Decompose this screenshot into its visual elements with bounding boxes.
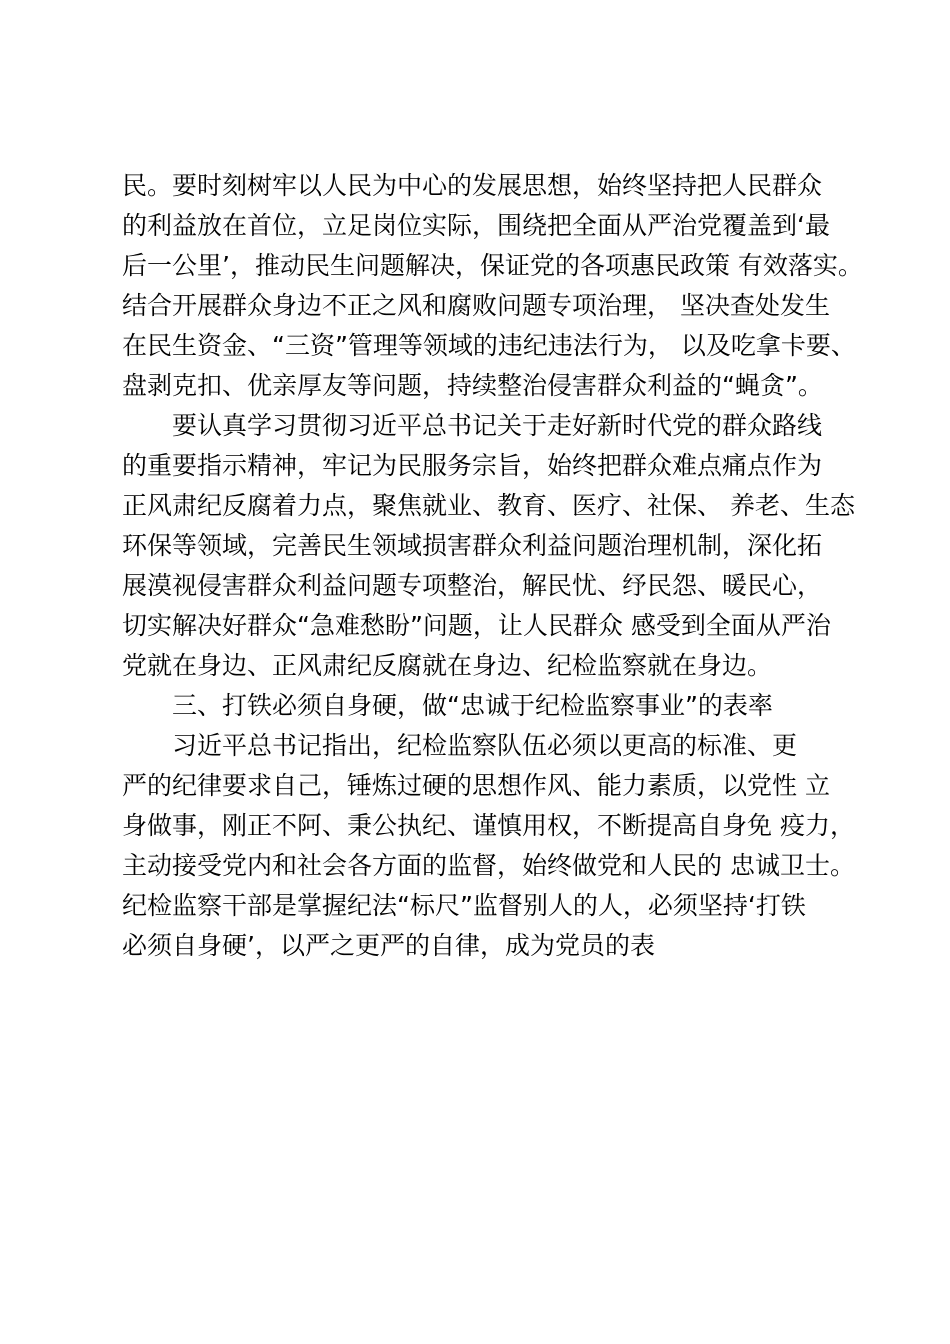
text-line: 习近平总书记指出，纪检监察队伍必须以更高的标准、更 xyxy=(122,731,798,760)
text-line: 正风肃纪反腐着力点，聚焦就业、教育、医疗、社保、 养老、生态 xyxy=(122,491,855,520)
text-line: 在民生资金、“三资”管理等领域的违纪违法行为， 以及吃拿卡要、 xyxy=(122,331,856,360)
text-line: 的利益放在首位，立足岗位实际，围绕把全面从严治党覆盖到‘最 xyxy=(122,211,830,240)
section-heading: 三、打铁必须自身硬，做“忠诚于纪检监察事业”的表率 xyxy=(122,691,773,720)
text-line: 盘剥克扣、优亲厚友等问题，持续整治侵害群众利益的“蝇贪”。 xyxy=(122,371,823,400)
text-line: 的重要指示精神，牢记为民服务宗旨，始终把群众难点痛点作为 xyxy=(122,451,823,480)
document-body xyxy=(122,166,863,966)
text-line: 展漠视侵害群众利益问题专项整治，解民忧、纾民怨、暖民心， xyxy=(122,571,823,600)
text-line: 身做事，刚正不阿、秉公执纪、谨慎用权，不断提高自身免 疫力， xyxy=(122,811,855,840)
text-line: 民。要时刻树牢以人民为中心的发展思想，始终坚持把人民群众 xyxy=(122,171,823,200)
text-line: 严的纪律要求自己，锤炼过硬的思想作风、能力素质，以党性 立 xyxy=(122,771,830,800)
text-line: 要认真学习贯彻习近平总书记关于走好新时代党的群众路线 xyxy=(122,411,823,440)
text-line: 后一公里’，推动民生问题解决，保证党的各项惠民政策 有效落实。 xyxy=(122,251,863,280)
text-line: 党就在身边、正风肃纪反腐就在身边、纪检监察就在身边。 xyxy=(122,651,773,680)
text-line: 主动接受党内和社会各方面的监督，始终做党和人民的 忠诚卫士。 xyxy=(122,851,855,880)
text-line: 纪检监察干部是掌握纪法“标尺”监督别人的人，必须坚持‘打铁 xyxy=(122,891,806,920)
text-line: 切实解决好群众“急难愁盼”问题，让人民群众 感受到全面从严治 xyxy=(122,611,831,640)
text-line: 结合开展群众身边不正之风和腐败问题专项治理， 坚决查处发生 xyxy=(122,291,830,320)
text-line: 环保等领域，完善民生领域损害群众利益问题治理机制，深化拓 xyxy=(122,531,823,560)
text-line: 必须自身硬’，以严之更严的自律，成为党员的表 xyxy=(122,931,655,960)
